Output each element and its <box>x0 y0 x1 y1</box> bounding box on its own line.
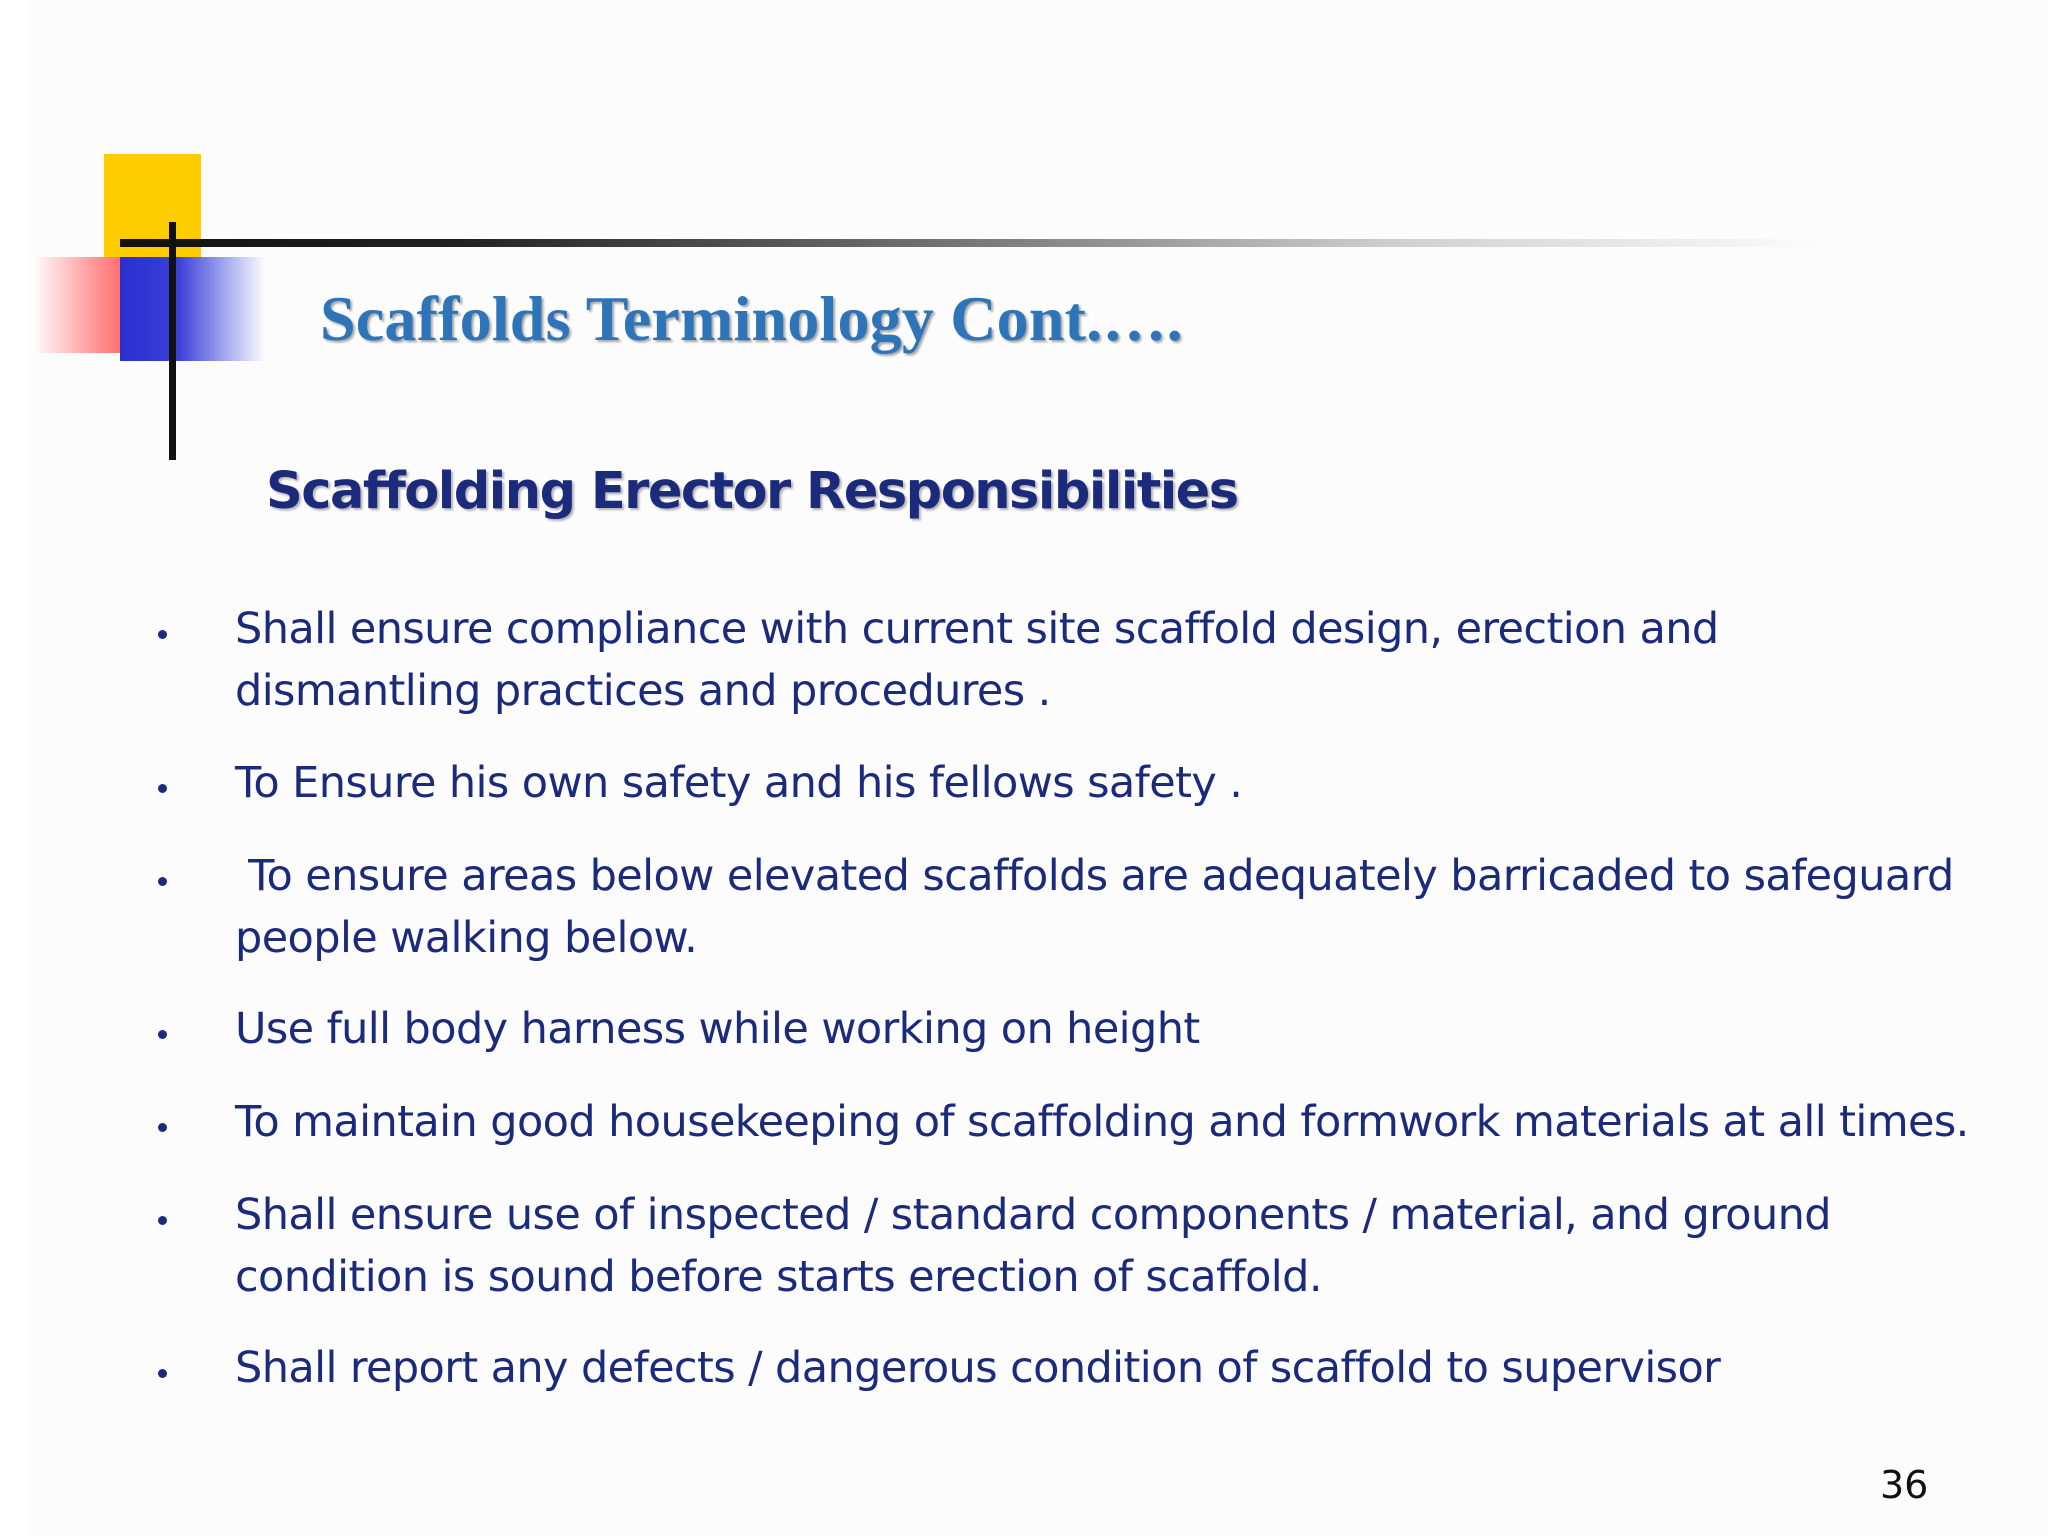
bullet-icon <box>158 877 167 886</box>
blue-gradient-decoration <box>120 257 265 361</box>
bullet-text: To Ensure his own safety and his fellows safety . <box>235 758 1243 808</box>
bullet-icon <box>158 1216 167 1225</box>
slide-title: Scaffolds Terminology Cont.…. <box>320 283 1183 354</box>
bullet-text: Shall ensure use of inspected / standard components / material, and ground condition is sound before starts erection of scaffold. <box>235 1190 1845 1302</box>
bullet-text: To ensure areas below elevated scaffolds are adequately barricaded to safeguard people walking below. <box>235 851 1967 963</box>
bullet-text: Shall ensure compliance with current site scaffold design, erection and dismantling practices and procedures . <box>235 604 1732 716</box>
bullet-icon <box>158 1123 167 1132</box>
bullet-icon <box>158 1030 167 1039</box>
bullet-text: Shall report any defects / dangerous condition of scaffold to supervisor <box>235 1343 1721 1393</box>
vertical-rule-decoration <box>169 222 176 460</box>
bullet-icon <box>158 630 167 639</box>
bullet-icon <box>158 784 167 793</box>
slide-subtitle: Scaffolding Erector Responsibilities <box>266 462 1238 521</box>
page-number: 36 <box>1880 1463 1929 1507</box>
bullet-text: To maintain good housekeeping of scaffolding and formwork materials at all times. <box>235 1097 1969 1147</box>
horizontal-rule-decoration <box>120 239 1820 247</box>
bullet-text: Use full body harness while working on height <box>235 1004 1200 1054</box>
bullet-icon <box>158 1369 167 1378</box>
